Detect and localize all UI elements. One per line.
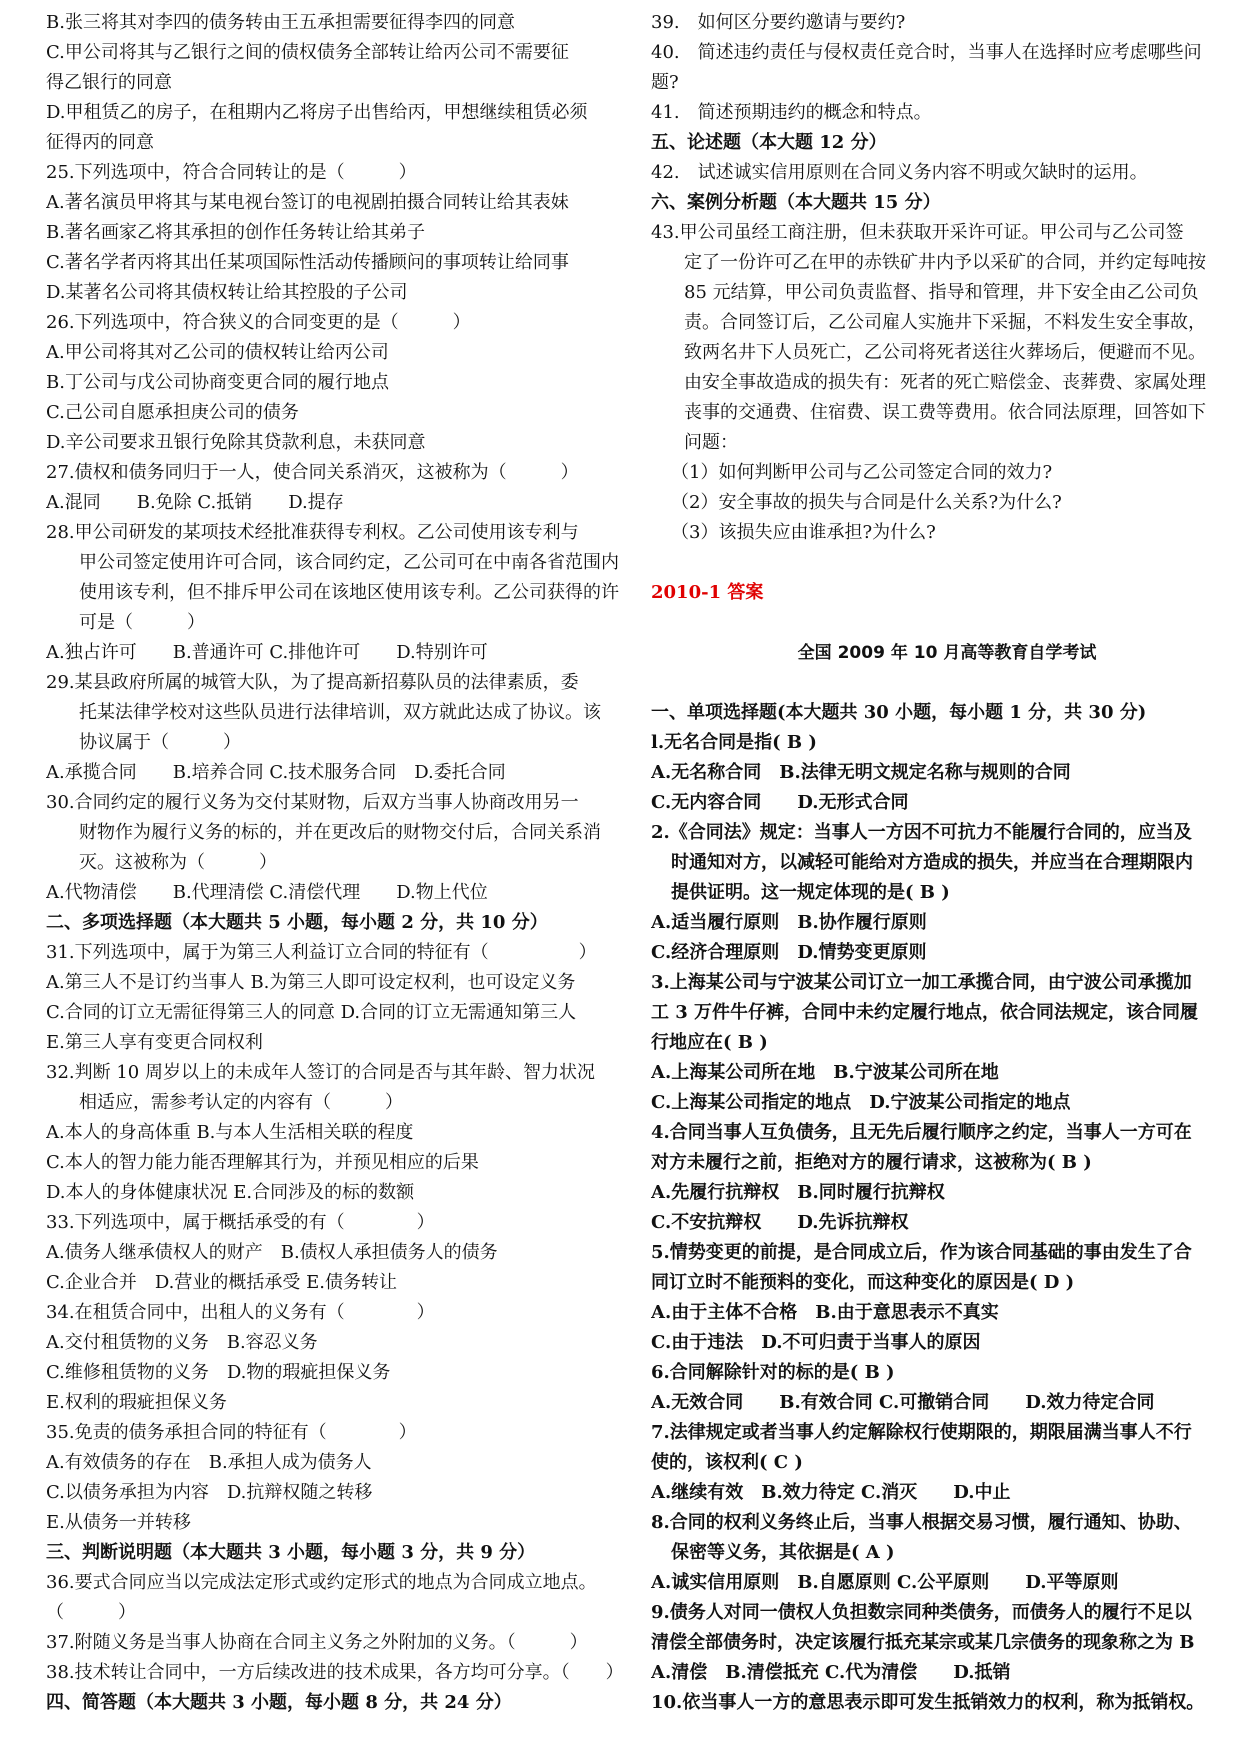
text-line: C.不安抗辩权 D.先诉抗辩权	[651, 1212, 909, 1233]
text-line: 38.技术转让合同中，一方后续改进的技术成果，各方均可分享。（ ）	[46, 1662, 624, 1683]
section-heading: 二、多项选择题（本大题共 5 小题，每小题 2 分，共 10 分）	[46, 912, 548, 933]
text-line: C.无内容合同 D.无形式合同	[651, 792, 909, 813]
text-line: （3）该损失应由谁承担?为什么?	[671, 522, 936, 543]
text-line: E.权利的瑕疵担保义务	[46, 1392, 227, 1413]
text-line: A.债务人继承债权人的财产 B.债权人承担债务人的债务	[46, 1242, 498, 1263]
text-line: D.某著名公司将其债权转让给其控股的子公司	[46, 282, 408, 303]
text-line: 41. 简述预期违约的概念和特点。	[651, 102, 932, 123]
text-line: 10.依当事人一方的意思表示即可发生抵销效力的权利，称为抵销权。	[651, 1692, 1205, 1713]
text-line: A.清偿 B.清偿抵充 C.代为清偿 D.抵销	[651, 1662, 1011, 1683]
right-column	[651, 8, 1241, 1718]
text-line: 32.判断 10 周岁以上的未成年人签订的合同是否与其年龄、智力状况	[46, 1062, 595, 1083]
text-line: 相适应，需参考认定的内容有（ ）	[79, 1092, 403, 1113]
text-line: C.己公司自愿承担庚公司的债务	[46, 402, 299, 423]
text-line: 使的，该权利( C )	[651, 1452, 803, 1473]
text-line: 托某法律学校对这些队员进行法律培训，双方就此达成了协议。该	[79, 702, 601, 723]
text-line: A.甲公司将其对乙公司的债权转让给丙公司	[46, 342, 389, 363]
text-line: 85 元结算，甲公司负责监督、指导和管理，井下安全由乙公司负	[684, 282, 1199, 303]
text-line: 对方未履行之前，拒绝对方的履行请求，这被称为( B )	[651, 1152, 1092, 1173]
text-line: 43.甲公司虽经工商注册，但未获取开采许可证。甲公司与乙公司签	[651, 222, 1184, 243]
text-line: B.丁公司与戊公司协商变更合同的履行地点	[46, 372, 389, 393]
text-line: C.企业合并 D.营业的概括承受 E.债务转让	[46, 1272, 397, 1293]
text-line	[651, 608, 1241, 638]
text-line: 协议属于（ ）	[79, 732, 241, 753]
text-line: 由安全事故造成的损失有：死者的死亡赔偿金、丧葬费、家属处理	[684, 372, 1206, 393]
text-line: 清偿全部债务时，决定该履行抵充某宗或某几宗债务的现象称之为 B	[651, 1632, 1195, 1653]
section-heading: 五、论述题（本大题 12 分）	[651, 132, 887, 153]
text-line: 可是（ ）	[79, 612, 205, 633]
text-line: A.著名演员甲将其与某电视台签订的电视剧拍摄合同转让给其表妹	[46, 192, 569, 213]
text-line: A.无名称合同 B.法律无明文规定名称与规则的合同	[651, 762, 1071, 783]
text-line: 行地应在( B )	[651, 1032, 768, 1053]
text-line: 保密等义务，其依据是( A )	[671, 1542, 895, 1563]
text-line: 责。合同签订后，乙公司雇人实施井下采掘，不料发生安全事故，	[684, 312, 1206, 333]
section-heading: 一、单项选择题(本大题共 30 小题，每小题 1 分，共 30 分)	[651, 702, 1147, 723]
text-line: 得乙银行的同意	[46, 72, 172, 93]
text-line: 31.下列选项中，属于为第三人利益订立合同的特征有（ ）	[46, 942, 597, 963]
text-line: A.承揽合同 B.培养合同 C.技术服务合同 D.委托合同	[46, 762, 506, 783]
text-line: C.合同的订立无需征得第三人的同意 D.合同的订立无需通知第三人	[46, 1002, 577, 1023]
text-line: A.有效债务的存在 B.承担人成为债务人	[46, 1452, 372, 1473]
text-line: A.第三人不是订约当事人 B.为第三人即可设定权利，也可设定义务	[46, 972, 576, 993]
text-line: 财物作为履行义务的标的，并在更改后的财物交付后，合同关系消	[79, 822, 601, 843]
text-line: 30.合同约定的履行义务为交付某财物，后双方当事人协商改用另一	[46, 792, 579, 813]
text-line: （1）如何判断甲公司与乙公司签定合同的效力?	[671, 462, 1053, 483]
text-line: A.混同 B.免除 C.抵销 D.提存	[46, 492, 344, 513]
text-line: C.由于违法 D.不可归责于当事人的原因	[651, 1332, 981, 1353]
text-line: 甲公司签定使用许可合同，该合同约定，乙公司可在中南各省范围内	[79, 552, 619, 573]
text-line: 2010-1 答案	[651, 582, 764, 603]
text-line: 提供证明。这一规定体现的是( B )	[671, 882, 950, 903]
text-line: 5.情势变更的前提，是合同成立后，作为该合同基础的事由发生了合	[651, 1242, 1192, 1263]
text-line: A.适当履行原则 B.协作履行原则	[651, 912, 927, 933]
text-line: （ ）	[46, 1602, 136, 1623]
text-line: 定了一份许可乙在甲的赤铁矿井内予以采矿的合同，并约定每吨按	[684, 252, 1206, 273]
text-line: 全国 2009 年 10 月高等教育自学考试	[797, 643, 1097, 663]
text-line: 时通知对方，以减轻可能给对方造成的损失，并应当在合理期限内	[671, 852, 1193, 873]
text-line: 致两名井下人员死亡，乙公司将死者送往火葬场后，便避而不见。	[684, 342, 1206, 363]
text-line: 同订立时不能预料的变化，而这种变化的原因是( D )	[651, 1272, 1075, 1293]
text-line: C.著名学者丙将其出任某项国际性活动传播顾问的事项转让给同事	[46, 252, 569, 273]
section-heading: 三、判断说明题（本大题共 3 小题，每小题 3 分，共 9 分）	[46, 1542, 536, 1563]
text-line: 4.合同当事人互负债务，且无先后履行顺序之约定，当事人一方可在	[651, 1122, 1192, 1143]
text-line: A.无效合同 B.有效合同 C.可撤销合同 D.效力待定合同	[651, 1392, 1155, 1413]
text-line: C.经济合理原则 D.情势变更原则	[651, 942, 927, 963]
text-line: l.无名合同是指( B )	[651, 732, 817, 753]
text-line: E.第三人享有变更合同权利	[46, 1032, 263, 1053]
text-line: B.张三将其对李四的债务转由王五承担需要征得李四的同意	[46, 12, 515, 33]
text-line: A.独占许可 B.普通许可 C.排他许可 D.特别许可	[46, 642, 488, 663]
text-line: 征得丙的同意	[46, 132, 154, 153]
text-line: 题?	[651, 72, 679, 93]
text-line	[651, 668, 1241, 698]
text-line: A.诚实信用原则 B.自愿原则 C.公平原则 D.平等原则	[651, 1572, 1119, 1593]
text-line: 26.下列选项中，符合狭义的合同变更的是（ ）	[46, 312, 471, 333]
text-line: C.以债务承担为内容 D.抗辩权随之转移	[46, 1482, 373, 1503]
text-line: A.上海某公司所在地 B.宁波某公司所在地	[651, 1062, 999, 1083]
text-line: 34.在租赁合同中，出租人的义务有（ ）	[46, 1302, 435, 1323]
text-line: 27.债权和债务同归于一人，使合同关系消灭，这被称为（ ）	[46, 462, 579, 483]
text-line: D.辛公司要求丑银行免除其贷款利息，未获同意	[46, 432, 426, 453]
text-line: 问题：	[684, 432, 738, 453]
text-line: 灭。这被称为（ ）	[79, 852, 277, 873]
text-line: （2）安全事故的损失与合同是什么关系?为什么?	[671, 492, 1062, 513]
text-line: E.从债务一并转移	[46, 1512, 191, 1533]
text-line: D.甲租赁乙的房子，在租期内乙将房子出售给丙，甲想继续租赁必须	[46, 102, 588, 123]
text-line	[651, 548, 1241, 578]
text-line: A.代物清偿 B.代理清偿 C.清偿代理 D.物上代位	[46, 882, 488, 903]
text-line: 28.甲公司研发的某项技术经批准获得专利权。乙公司使用该专利与	[46, 522, 579, 543]
section-heading: 六、案例分析题（本大题共 15 分）	[651, 192, 941, 213]
text-line: D.本人的身体健康状况 E.合同涉及的标的数额	[46, 1182, 415, 1203]
text-line: 工 3 万件牛仔裤，合同中未约定履行地点，依合同法规定，该合同履	[651, 1002, 1199, 1023]
text-line: 29.某县政府所属的城管大队，为了提高新招募队员的法律素质，委	[46, 672, 579, 693]
text-line: 2.《合同法》规定：当事人一方因不可抗力不能履行合同的，应当及	[651, 822, 1192, 843]
text-line: 36.要式合同应当以完成法定形式或约定形式的地点为合同成立地点。	[46, 1572, 597, 1593]
text-line: C.上海某公司指定的地点 D.宁波某公司指定的地点	[651, 1092, 1071, 1113]
text-line: C.维修租赁物的义务 D.物的瑕疵担保义务	[46, 1362, 391, 1383]
left-column	[46, 8, 638, 1718]
text-line: 丧事的交通费、住宿费、误工费等费用。依合同法原理，回答如下	[684, 402, 1206, 423]
text-line: A.由于主体不合格 B.由于意思表示不真实	[651, 1302, 999, 1323]
text-line: 37.附随义务是当事人协商在合同主义务之外附加的义务。（ ）	[46, 1632, 588, 1653]
text-line: C.甲公司将其与乙银行之间的债权债务全部转让给丙公司不需要征	[46, 42, 569, 63]
text-line: 25.下列选项中，符合合同转让的是（ ）	[46, 162, 417, 183]
text-line: A.交付租赁物的义务 B.容忍义务	[46, 1332, 318, 1353]
text-line: 40. 简述违约责任与侵权责任竞合时，当事人在选择时应考虑哪些问	[651, 42, 1202, 63]
text-line: 3.上海某公司与宁波某公司订立一加工承揽合同，由宁波公司承揽加	[651, 972, 1192, 993]
text-line: B.著名画家乙将其承担的创作任务转让给其弟子	[46, 222, 425, 243]
text-line: 7.法律规定或者当事人约定解除权行使期限的，期限届满当事人不行	[651, 1422, 1192, 1443]
text-line: 35.免责的债务承担合同的特征有（ ）	[46, 1422, 417, 1443]
text-line: 9.债务人对同一债权人负担数宗同种类债务，而债务人的履行不足以	[651, 1602, 1192, 1623]
text-line: 使用该专利，但不排斥甲公司在该地区使用该专利。乙公司获得的许	[79, 582, 619, 603]
text-line: A.先履行抗辩权 B.同时履行抗辩权	[651, 1182, 945, 1203]
text-line: 42. 试述诚实信用原则在合同义务内容不明或欠缺时的运用。	[651, 162, 1148, 183]
section-heading: 四、简答题（本大题共 3 小题，每小题 8 分，共 24 分）	[46, 1692, 512, 1713]
text-line: 6.合同解除针对的标的是( B )	[651, 1362, 895, 1383]
text-line: A.本人的身高体重 B.与本人生活相关联的程度	[46, 1122, 414, 1143]
text-line: 39. 如何区分要约邀请与要约?	[651, 12, 906, 33]
text-line: A.继续有效 B.效力待定 C.消灭 D.中止	[651, 1482, 1011, 1503]
text-line: C.本人的智力能力能否理解其行为，并预见相应的后果	[46, 1152, 479, 1173]
text-line: 8.合同的权利义务终止后，当事人根据交易习惯，履行通知、协助、	[651, 1512, 1192, 1533]
text-line: 33.下列选项中，属于概括承受的有（ ）	[46, 1212, 435, 1233]
